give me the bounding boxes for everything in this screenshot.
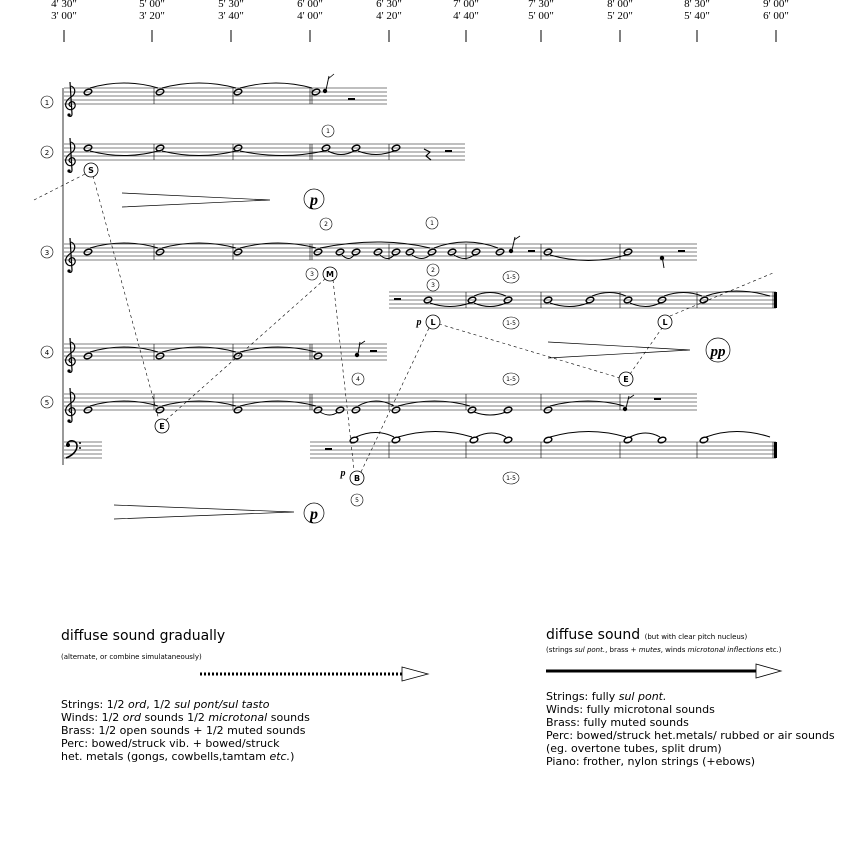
cue-number: 3 [310, 271, 314, 278]
staff-4 [64, 344, 387, 360]
dynamic-p: p [310, 506, 318, 523]
legend-body [546, 690, 835, 768]
legend-title: diffuse sound gradually [61, 628, 226, 644]
marker-E: E [159, 422, 165, 431]
bass-staff-right [310, 442, 776, 458]
marker-B: B [353, 474, 361, 483]
marker-E: E [623, 375, 629, 384]
time-mark: 5' 00" 3' 20" [139, 0, 165, 22]
cue-number: 2 [324, 221, 328, 228]
legend-line: Strings: fully sul pont. [546, 690, 667, 703]
marker-S: S [88, 166, 94, 175]
marker-M: M [326, 270, 334, 279]
legend-line: Winds: fully microtonal sounds [546, 703, 715, 716]
cue-number: 1-5 [506, 274, 516, 281]
staff-number: 3 [44, 249, 50, 257]
dynamic-p: p [416, 317, 422, 328]
legend-line: Perc: bowed/struck het.metals/ rubbed or air sounds [546, 729, 835, 742]
staff-number: 2 [44, 149, 50, 157]
legend-line: Winds: 1/2 ord sounds 1/2 microtonal sounds [61, 711, 310, 724]
staff-number: 1 [44, 99, 50, 107]
time-mark: 7' 00" 4' 40" [453, 0, 479, 22]
legend-line: Brass: 1/2 open sounds + 1/2 muted sounds [61, 724, 306, 737]
legend-body [61, 698, 310, 763]
staff-number: 4 [44, 349, 50, 357]
legend-subtitle: (strings sul pont., brass + mutes, winds microtonal inflections etc.) [546, 646, 782, 654]
time-mark: 4' 30" 3' 00" [51, 0, 77, 22]
cue-number: 1 [326, 128, 330, 135]
dynamic-p: p [310, 192, 318, 209]
staff-2 [64, 144, 465, 160]
cue-number: 5 [355, 497, 359, 504]
time-mark: 9' 00" 6' 00" [763, 0, 789, 22]
time-mark: 8' 30" 5' 40" [684, 0, 710, 22]
marker-L: L [662, 318, 668, 327]
staff-number: 5 [44, 399, 50, 407]
legend-line: Strings: 1/2 ord, 1/2 sul pont/sul tasto [61, 698, 270, 711]
legend-line: Piano: frother, nylon strings (+ebows) [546, 755, 756, 768]
cue-number: 2 [431, 267, 435, 274]
dynamic-pp: pp [710, 344, 726, 360]
legend-title: diffuse sound (but with clear pitch nucleus) [546, 627, 748, 643]
time-mark: 6' 30" 4' 20" [376, 0, 402, 22]
legend-subtitle: (alternate, or combine simulataneously) [61, 653, 202, 661]
cue-number: 1-5 [506, 376, 516, 383]
time-mark: 5' 30" 3' 40" [218, 0, 244, 22]
legend-line: Brass: fully muted sounds [546, 716, 689, 729]
cue-number: 1-5 [506, 475, 516, 482]
time-mark: 6' 00" 4' 00" [297, 0, 323, 22]
legend-line: (eg. overtone tubes, split drum) [546, 742, 722, 755]
cue-number: 1 [430, 220, 434, 227]
legend-line: Perc: bowed/struck vib. + bowed/struck [61, 737, 280, 750]
dynamic-p: p [340, 468, 346, 479]
time-mark: 7' 30" 5' 00" [528, 0, 554, 22]
staff-1 [64, 88, 387, 104]
legend-line: het. metals (gongs, cowbells,tamtam etc.) [61, 750, 295, 763]
marker-L: L [430, 318, 436, 327]
time-mark: 8' 00" 5' 20" [607, 0, 633, 22]
staff-3 [64, 244, 697, 260]
staff-3b [389, 292, 776, 308]
cue-number: 1-5 [506, 320, 516, 327]
cue-number: 4 [356, 376, 360, 383]
cue-number: 3 [431, 282, 435, 289]
